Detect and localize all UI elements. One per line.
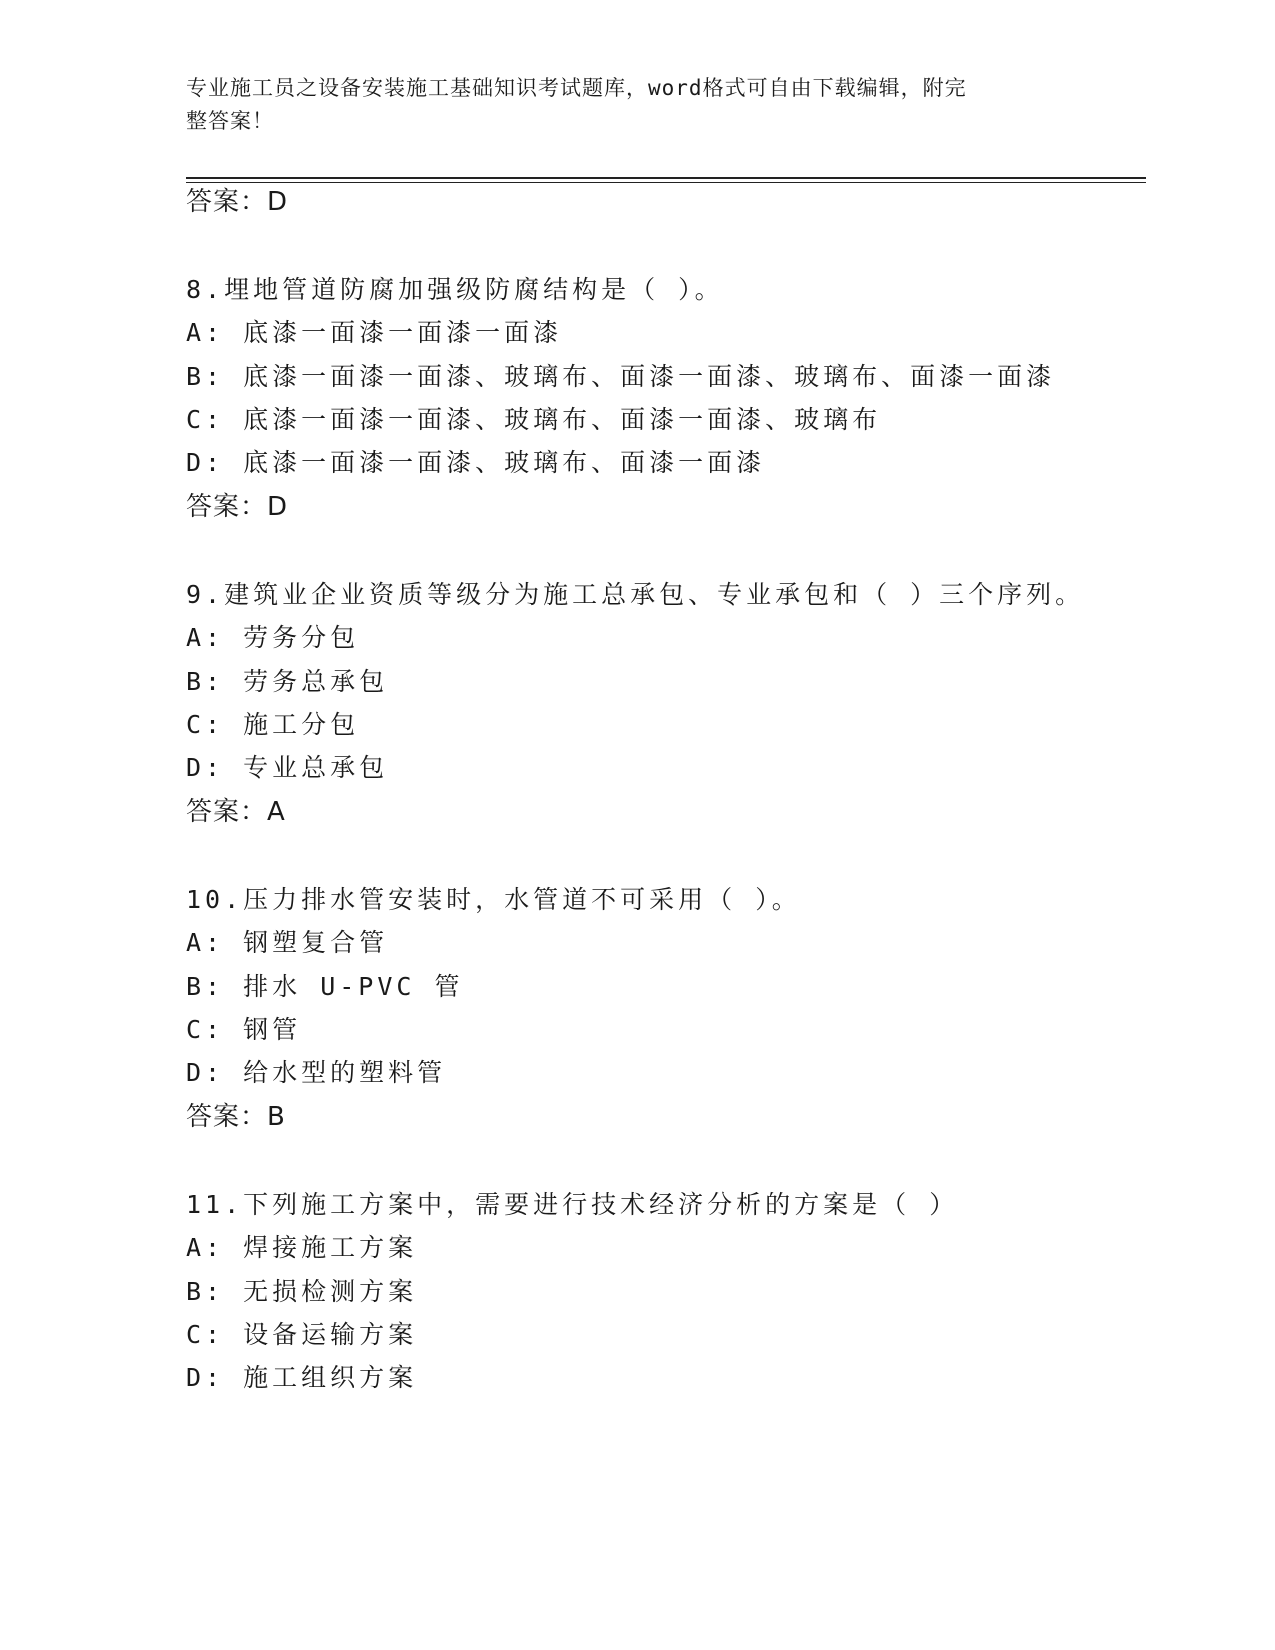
header-divider-thick bbox=[186, 177, 1146, 179]
answer-line: 答案：B bbox=[186, 1102, 286, 1132]
document-header bbox=[186, 72, 1066, 138]
question-stem: 10.压力排水管安装时，水管道不可采用（ ）。 bbox=[186, 885, 801, 914]
header-line-2: 整答案！ bbox=[186, 109, 274, 133]
option-a: A: 钢塑复合管 bbox=[186, 928, 389, 957]
answer-line: 答案：A bbox=[186, 797, 286, 827]
option-b: B: 底漆一面漆一面漆、玻璃布、面漆一面漆、玻璃布、面漆一面漆 bbox=[186, 362, 1056, 391]
option-a: A: 劳务分包 bbox=[186, 623, 360, 652]
option-b: B: 劳务总承包 bbox=[186, 667, 389, 696]
header-line-1: 专业施工员之设备安装施工基础知识考试题库，word格式可自由下载编辑，附完 bbox=[186, 76, 967, 100]
option-c: C: 设备运输方案 bbox=[186, 1320, 418, 1349]
option-b: B: 无损检测方案 bbox=[186, 1277, 418, 1306]
answer-line: 答案：D bbox=[186, 492, 289, 522]
answer-line: 答案：D bbox=[186, 187, 289, 217]
option-d: D: 底漆一面漆一面漆、玻璃布、面漆一面漆 bbox=[186, 448, 766, 477]
option-d: D: 给水型的塑料管 bbox=[186, 1058, 447, 1087]
option-a: A: 底漆一面漆一面漆一面漆 bbox=[186, 318, 563, 347]
header-divider-thin bbox=[186, 182, 1146, 183]
question-stem: 11.下列施工方案中，需要进行技术经济分析的方案是（ ） bbox=[186, 1190, 959, 1219]
option-c: C: 施工分包 bbox=[186, 710, 360, 739]
option-b: B: 排水 U-PVC 管 bbox=[186, 972, 464, 1001]
option-c: C: 底漆一面漆一面漆、玻璃布、面漆一面漆、玻璃布 bbox=[186, 405, 882, 434]
question-stem: 9.建筑业企业资质等级分为施工总承包、专业承包和（ ）三个序列。 bbox=[186, 580, 1085, 609]
option-d: D: 施工组织方案 bbox=[186, 1363, 418, 1392]
option-c: C: 钢管 bbox=[186, 1015, 302, 1044]
question-stem: 8.埋地管道防腐加强级防腐结构是（ ）。 bbox=[186, 275, 724, 304]
option-d: D: 专业总承包 bbox=[186, 753, 389, 782]
option-a: A: 焊接施工方案 bbox=[186, 1233, 418, 1262]
